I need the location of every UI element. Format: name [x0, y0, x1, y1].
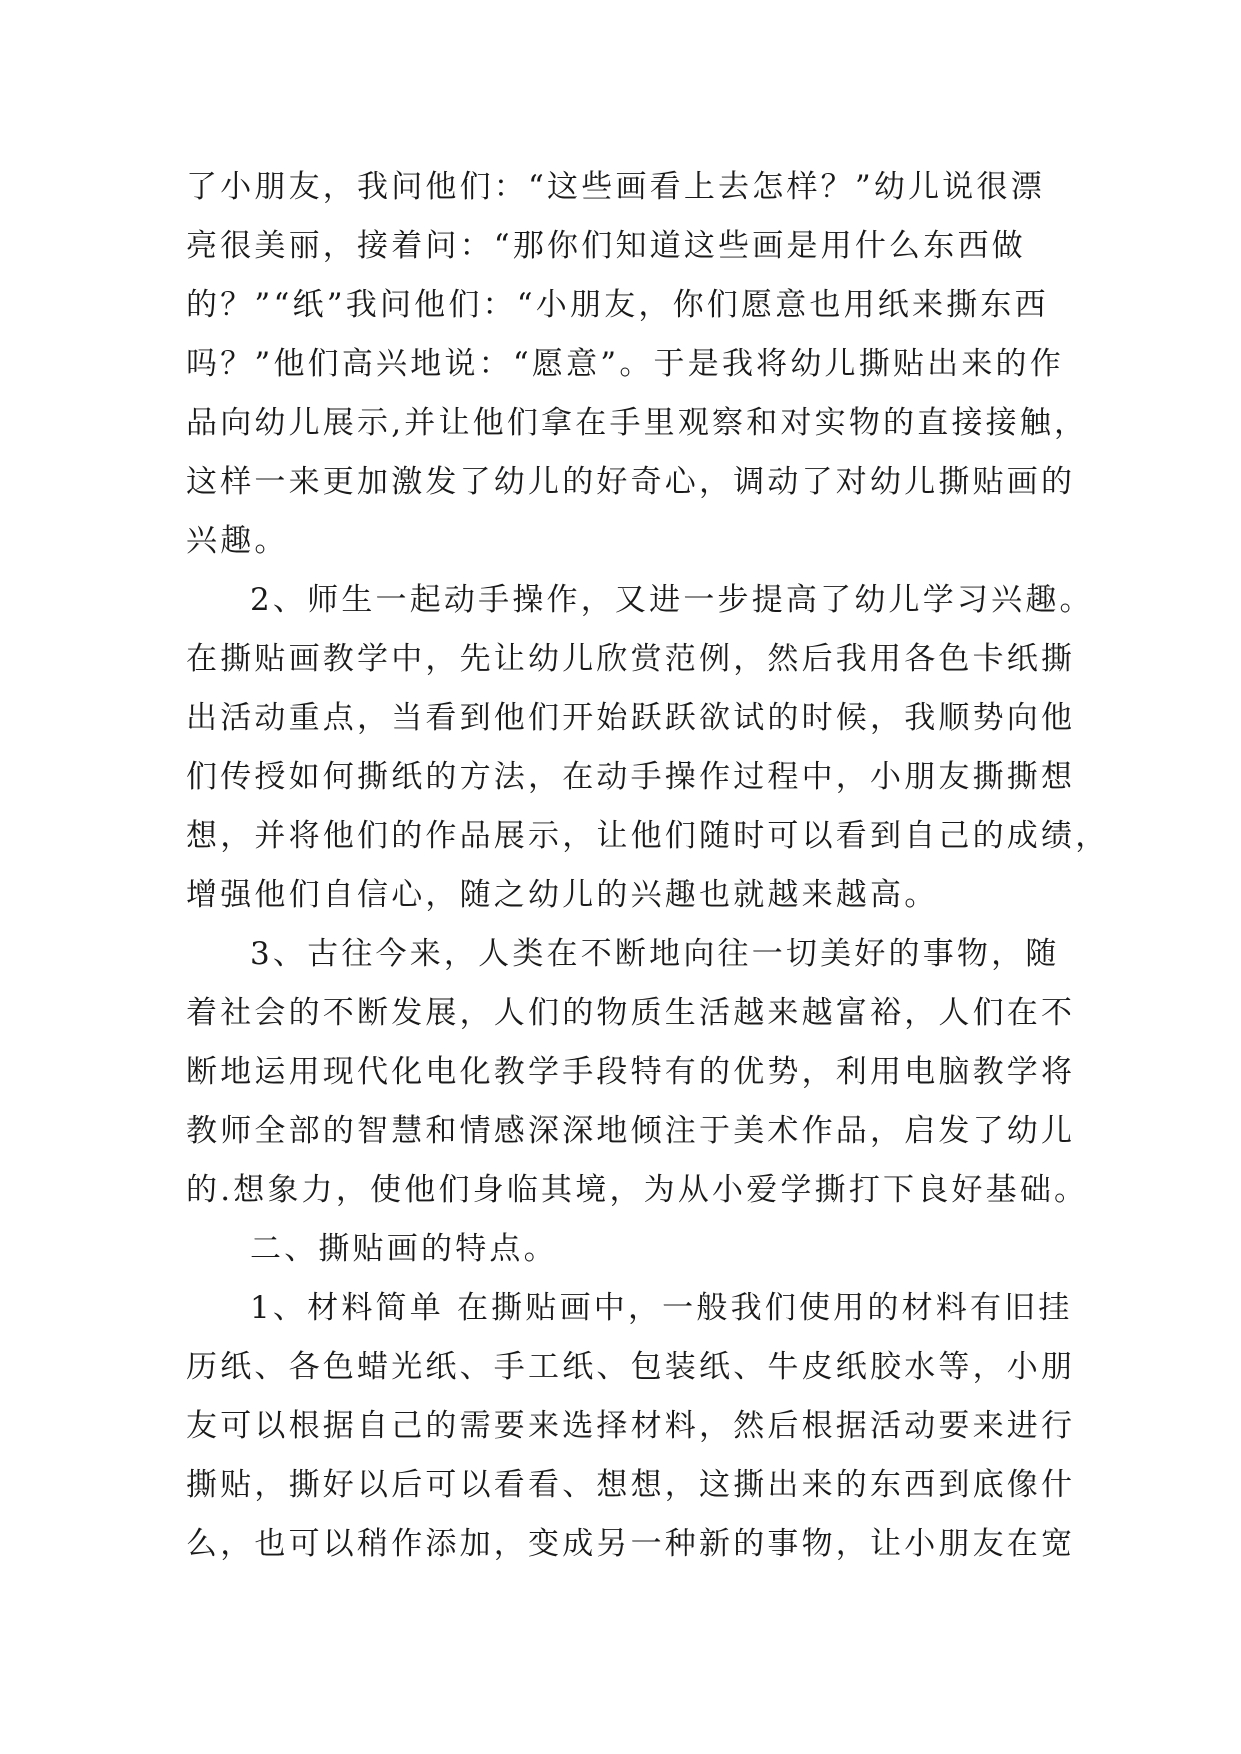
text-line: 这样一来更加激发了幼儿的好奇心，调动了对幼儿撕贴画的: [186, 464, 1076, 500]
text-line: 的.想象力，使他们身临其境，为从小爱学撕打下良好基础。: [186, 1172, 1089, 1208]
paragraph-start-line: 3、古往今来，人类在不断地向往一切美好的事物，随: [250, 936, 1060, 972]
text-line: 出活动重点，当看到他们开始跃跃欲试的时候，我顺势向他: [186, 700, 1076, 736]
text-line: 亮很美丽，接着问：“那你们知道这些画是用什么东西做: [186, 228, 1026, 264]
text-line: 历纸、各色蜡光纸、手工纸、包装纸、牛皮纸胶水等，小朋: [186, 1349, 1076, 1385]
text-line: 在撕贴画教学中，先让幼儿欣赏范例，然后我用各色卡纸撕: [186, 641, 1076, 677]
section-heading: 二、撕贴画的特点。: [250, 1231, 558, 1267]
text-line: 品向幼儿展示,并让他们拿在手里观察和对实物的直接接触，: [186, 405, 1089, 441]
text-line: 兴趣。: [186, 523, 289, 559]
text-line: 吗？”他们高兴地说：“愿意”。于是我将幼儿撕贴出来的作: [186, 346, 1064, 382]
text-line: 着社会的不断发展，人们的物质生活越来越富裕，人们在不: [186, 995, 1076, 1031]
text-line: 教师全部的智慧和情感深深地倾注于美术作品，启发了幼儿: [186, 1113, 1076, 1149]
text-line: 们传授如何撕纸的方法，在动手操作过程中，小朋友撕撕想: [186, 759, 1076, 795]
text-line: 友可以根据自己的需要来选择材料，然后根据活动要来进行: [186, 1408, 1076, 1444]
text-line: 增强他们自信心，随之幼儿的兴趣也就越来越高。: [186, 877, 939, 913]
body-text: [186, 158, 1110, 1574]
text-line: 撕贴，撕好以后可以看看、想想，这撕出来的东西到底像什: [186, 1467, 1076, 1503]
paragraph-start-line: 1、材料简单 在撕贴画中，一般我们使用的材料有旧挂: [250, 1290, 1073, 1326]
text-line: 想，并将他们的作品展示，让他们随时可以看到自己的成绩，: [186, 818, 1110, 854]
text-line: 了小朋友，我问他们：“这些画看上去怎样？”幼儿说很漂: [186, 169, 1045, 205]
text-line: 断地运用现代化电化教学手段特有的优势，利用电脑教学将: [186, 1054, 1076, 1090]
paragraph-start-line: 2、师生一起动手操作，又进一步提高了幼儿学习兴趣。: [250, 582, 1094, 618]
text-line: 的？”“纸”我问他们：“小朋友，你们愿意也用纸来撕东西: [186, 287, 1049, 323]
text-line: 么，也可以稍作添加，变成另一种新的事物，让小朋友在宽: [186, 1526, 1076, 1562]
